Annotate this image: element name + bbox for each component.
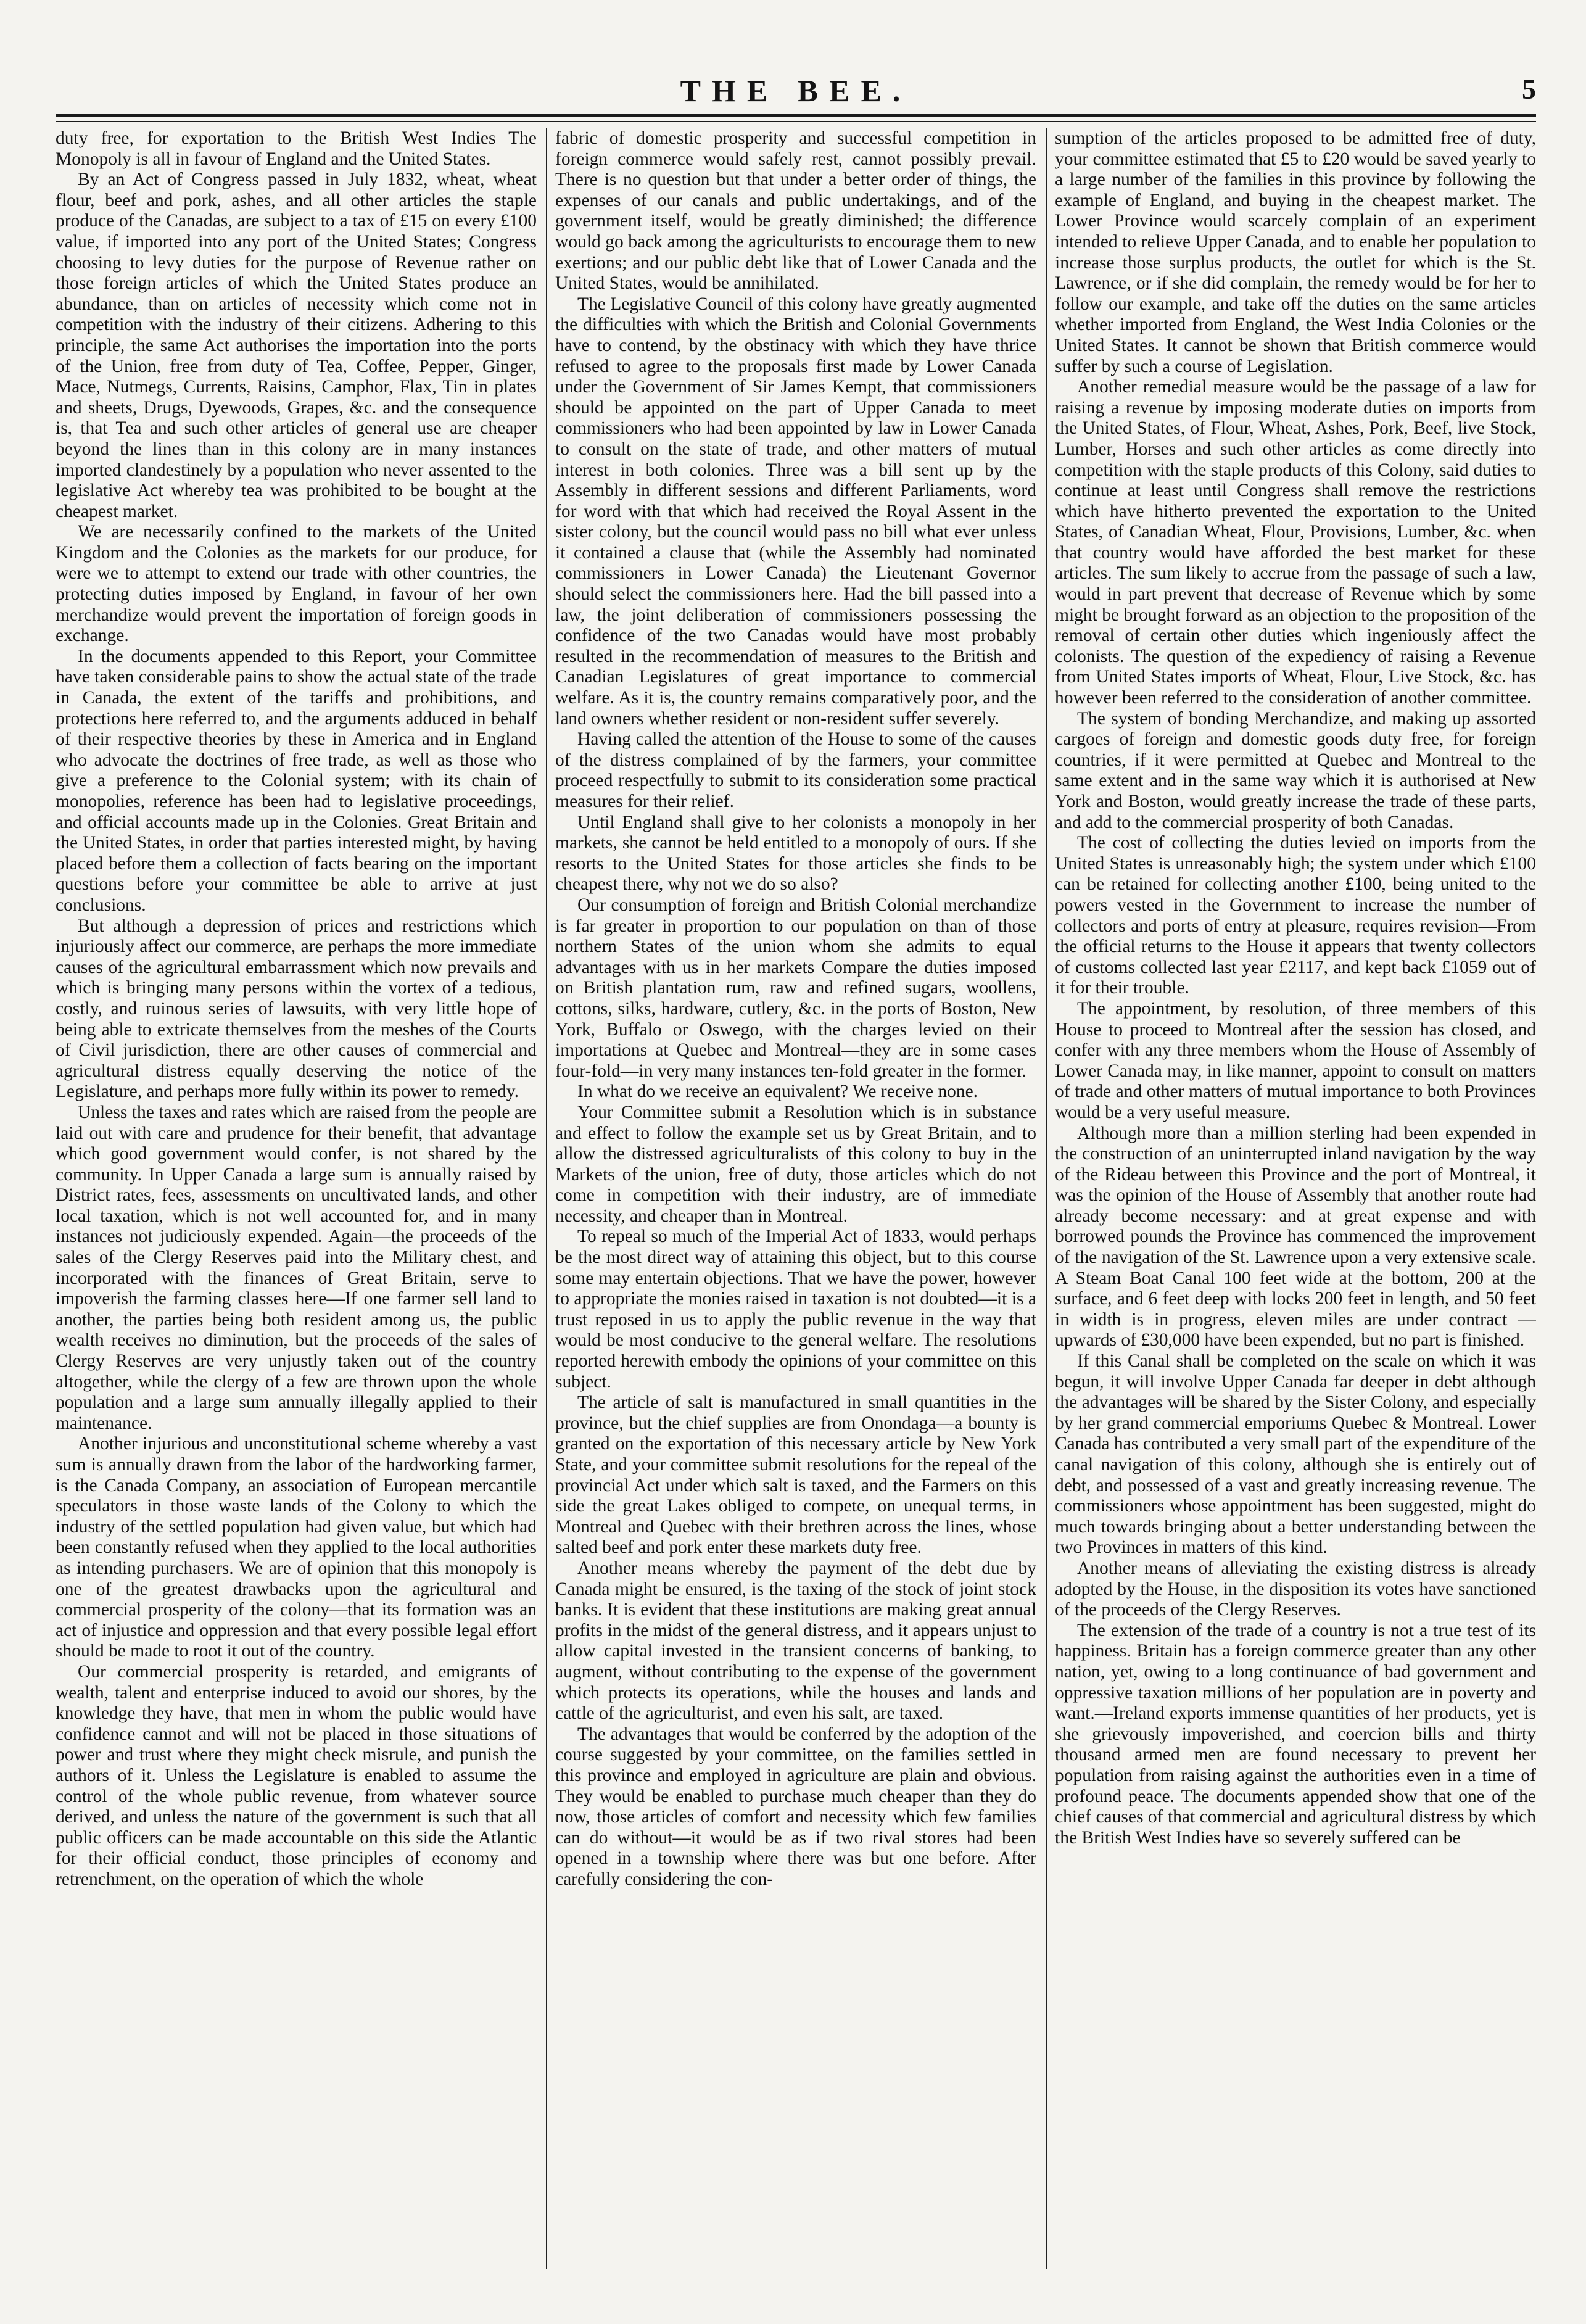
paragraph: Although more than a million sterling had been expended in the construction of an uninterrupted inland navigation by the way of the Rideau between this Province and the port of Montreal, it was the opinion of the House of Assembly that another route had already become necessary: and at great expense and with borrowed pounds the Province has commenced the improvement of the navigation of the St. Lawrence upon a very extensive scale. A Steam Boat Canal 100 feet wide at the bottom, 200 at the surface, and 6 feet deep with locks 200 feet in length, and 50 feet in width is in progress, eleven miles are under contract —upwards of £30,000 have been expended, but no part is finished. [1055,1123,1536,1350]
paragraph: fabric of domestic prosperity and successful competition in foreign commerce would safely rest, cannot possibly prevail. There is no question but that under a better order of things, the expenses of our canals and public undertakings, and of the government itself, would be greatly diminished; the difference would go back among the agriculturists to encourage them to new exertions; and our public debt like that of Lower Canada and the United States, would be annihilated. [555,128,1036,294]
paragraph: The cost of collecting the duties levied on imports from the United States is unreasonably high; the system under which £100 can be retained for collecting another £100, being united to the powers vested in the Government to increase the number of collectors and ports of entry at pleasure, requires revision—From the official returns to the House it appears that twenty collectors of customs collected last year £2117, and kept back £1059 out of it for their trouble. [1055,833,1536,998]
paragraph: We are necessarily confined to the markets of the United Kingdom and the Colonies as the markets for our produce, for were we to attempt to extend our trade with other countries, the protecting duties imposed by England, in favour of her own merchandize would prevent the importation of foreign goods in exchange. [56,522,537,646]
paragraph: Until England shall give to her colonists a monopoly in her markets, she cannot be held entitled to a monopoly of ours. If she resorts to the United States for those articles she finds to be cheapest there, why not we do so also? [555,812,1036,895]
paragraph: To repeal so much of the Imperial Act of 1833, would perhaps be the most direct way of attaining this object, but to this course some may entertain objections. That we have the power, however to appropriate the monies raised in taxation is not doubted—it is a trust reposed in us to apply the public revenue in the way that would be most conducive to the general welfare. The resolutions reported herewith embody the opinions of your committee on this subject. [555,1226,1036,1392]
paragraph: But although a depression of prices and restrictions which injuriously affect our commerce, are perhaps the more immediate causes of the agricultural embarrassment which now prevails and which is bringing many persons within the vortex of a tedious, costly, and ruinous series of lawsuits, with very little hope of being able to extricate themselves from the meshes of the Courts of Civil jurisdiction, there are other causes of commercial and agricultural distress equally deserving the notice of the Legislature, and perhaps more fully within its power to remedy. [56,916,537,1102]
page-number: 5 [1522,73,1536,105]
paragraph: The system of bonding Merchandize, and making up assorted cargoes of foreign and domestic goods duty free, for foreign countries, if it were permitted at Quebec and Montreal to the same extent and in the same way which it is authorised at New York and Boston, would greatly increase the trade of these parts, and add to the commercial prosperity of both Canadas. [1055,708,1536,832]
paragraph: Another injurious and unconstitutional scheme whereby a vast sum is annually drawn from the labor of the hardworking farmer, is the Canada Company, an association of European mercantile speculators in those waste lands of the Colony to which the industry of the settled population had given value, but which had been constantly refused when they applied to the local authorities as intending purchasers. We are of opinion that this monopoly is one of the greatest drawbacks upon the agricultural and commercial prosperity of the colony—that its formation was an act of injustice and oppression and that every possible legal effort should be made to root it out of the country. [56,1434,537,1661]
paragraph: Another means of alleviating the existing distress is already adopted by the House, in the disposition its votes have sanctioned of the proceeds of the Clergy Reserves. [1055,1558,1536,1620]
article-body [56,128,1536,2269]
paragraph: By an Act of Congress passed in July 1832, wheat, wheat flour, beef and pork, ashes, and all other articles the staple produce of the Canadas, are subject to a tax of £15 on every £100 value, if imported into any port of the United States; Congress choosing to levy duties for the purpose of Revenue rather on those foreign articles of which the United States produce an abundance, than on articles of necessity which come not in competition with the industry of their citizens. Adhering to this principle, the same Act authorises the importation into the ports of the Union, free from duty of Tea, Coffee, Pepper, Ginger, Mace, Nutmegs, Currents, Raisins, Camphor, Flax, Tin in plates and sheets, Drugs, Dyewoods, Grapes, &c. and the consequence is, that Tea and such other articles of general use are cheaper beyond the lines than in this colony are in many instances imported clandestinely by a population who never assented to the legislative Act whereby tea was prohibited to be bought at the cheapest market. [56,170,537,521]
paragraph: In what do we receive an equivalent? We receive none. [577,1081,978,1102]
column-3 [1055,128,1536,2269]
paragraph: Another means whereby the payment of the debt due by Canada might be ensured, is the taxing of the stock of joint stock banks. It is evident that these institutions are making great annual profits in the midst of the general distress, and it appears unjust to allow capital invested in the transient concerns of banking, to augment, without contributing to the expense of the government which protects its operations, while the houses and lands and cattle of the agriculturist, and even his salt, are taxed. [555,1558,1036,1724]
paragraph: The article of salt is manufactured in small quantities in the province, but the chief supplies are from Onondaga—a bounty is granted on the exportation of this necessary article by New York State, and your committee submit resolutions for the repeal of the provincial Act under which salt is taxed, and the Farmers on this side the great Lakes obliged to compete, on unequal terms, in Montreal and Quebec with their brethren across the lines, whose salted beef and pork enter these markets duty free. [555,1392,1036,1558]
header-rule-thin [56,121,1536,122]
paragraph: Unless the taxes and rates which are raised from the people are laid out with care and prudence for their benefit, that advantage which good government would confer, is not shared by the community. In Upper Canada a large sum is annually raised by District rates, fees, assessments on uncultivated lands, and other local taxation, which is not well accounted for, and in many instances not judiciously expended. Again—the proceeds of the sales of the Clergy Reserves paid into the Military chest, and incorporated with the finances of Great Britain, serve to impoverish the farming classes here—If one farmer sell land to another, the parties being both resident among us, the public wealth receives no diminution, but the proceeds of the sales of Clergy Reserves are very unjustly taken out of the country altogether, while the clergy of a few are thrown upon the whole population and a large sum annually illegally applied to their maintenance. [56,1102,537,1433]
paragraph: sumption of the articles proposed to be admitted free of duty, your committee estimated that £5 to £20 would be saved yearly to a large number of the families in this province by following the example of England, and buying in the cheapest market. The Lower Province would scarcely complain of an experiment intended to relieve Upper Canada, and to enable her population to increase those surplus products, the outlet for which is the St. Lawrence, or if she did complain, the remedy would be for her to follow our example, and take off the duties on the same articles whether imported from England, the West India Colonies or the United States. It cannot be shown that British commerce would suffer by such a course of Legislation. [1055,128,1536,376]
paragraph: Another remedial measure would be the passage of a law for raising a revenue by imposing moderate duties on imports from the United States, of Flour, Wheat, Ashes, Pork, Beef, live Stock, Lumber, Horses and such other articles as come directly into competition with the staple products of this Colony, said duties to continue at least until Congress shall remove the restrictions which have hitherto prevented the exportation to the United States, of Canadian Wheat, Flour, Provisions, Lumber, &c. when that country would have afforded the best market for these articles. The sum likely to accrue from the passage of such a law, would in part prevent that decrease of Revenue which by some might be brought forward as an objection to the proposition of the removal of certain other duties which ingeniously affect the colonists. The question of the expediency of raising a Revenue from United States imports of Wheat, Flour, Live Stock, &c. has however been referred to the consideration of another committee. [1055,377,1536,708]
paragraph: Having called the attention of the House to some of the causes of the distress complained of by the farmers, your committee proceed respectfully to submit to its consideration some practical measures for their relief. [555,729,1036,811]
newspaper-title: THE BEE. [680,73,912,108]
column-1 [56,128,537,2269]
paragraph: Our commercial prosperity is retarded, and emigrants of wealth, talent and enterprise induced to avoid our shores, by the knowledge they have, that men in whom the public would have confidence cannot and will not be placed in those situations of power and trust where they might check misrule, and punish the authors of it. Unless the Legislature is enabled to assume the control of the whole public revenue, from whatever source derived, and unless the nature of the government is such that all public officers can be made accountable on this side the Atlantic for their official conduct, those principles of economy and retrenchment, on the operation of which the whole [56,1661,537,1889]
paragraph: Your Committee submit a Resolution which is in substance and effect to follow the example set us by Great Britain, and to allow the distressed agriculturalists of this colony to buy in the Markets of the union, free of duty, those articles which do not come in competition with their industry, are of immediate necessity, and cheaper than in Montreal. [555,1102,1036,1226]
paragraph: The Legislative Council of this colony have greatly augmented the difficulties with which the British and Colonial Governments have to contend, by the obstinacy with which they have thrice refused to agree to the proposals first made by Lower Canada under the Government of Sir James Kempt, that commissioners should be appointed on the part of Upper Canada to meet commissioners who had been appointed by law in Lower Canada to consult on the state of trade, and other matters of mutual interest in both colonies. Three was a bill sent up by the Assembly in different sessions and different Parliaments, word for word with that which had received the Royal Assent in the sister colony, but the council would pass no bill what ever unless it contained a clause that (while the Assembly had nominated commissioners in Lower Canada) the Lieutenant Governor should select the commissioners here. Had the bill passed into a law, the joint deliberation of commissioners possessing the confidence of the two Canadas would have most probably resulted in the recommendation of measures to the British and Canadian Legislatures of great importance to commercial welfare. As it is, the country remains comparatively poor, and the land owners whether resident or non-resident suffer severely. [555,294,1036,729]
paragraph: The appointment, by resolution, of three members of this House to proceed to Montreal after the session has closed, and confer with any three members whom the House of Assembly of Lower Canada may, in like manner, appoint to consult on matters of trade and other matters of mutual importance to both Provinces would be a very useful measure. [1055,998,1536,1122]
header-rule-thick [56,114,1536,117]
column-2 [555,128,1036,2269]
paragraph: The extension of the trade of a country is not a true test of its happiness. Britain has a foreign commerce greater than any other nation, yet, owing to a long continuance of bad government and oppressive taxation millions of her population are in poverty and want.—Ireland exports immense quantities of her products, yet is she grievously impoverished, and coercion bills and thirty thousand armed men are found necessary to prevent her population from raising against the authorities even in a time of profound peace. The documents appended show that one of the chief causes of that commercial and agricultural distress by which the British West Indies have so severely suffered can be [1055,1620,1536,1848]
paragraph: duty free, for exportation to the British West Indies The Monopoly is all in favour of England and the United States. [56,128,537,169]
paragraph: If this Canal shall be completed on the scale on which it was begun, it will involve Upper Canada far deeper in debt although the advantages will be shared by the Sister Colony, and especially by her grand commercial emporiums Quebec & Montreal. Lower Canada has contributed a very small part of the expenditure of the canal navigation of this colony, although she is entirely out of debt, and possessed of a vast and greatly increasing revenue. The commissioners whose appointment has been suggested, might do much towards bringing about a better understanding between the two Provinces in matters of this kind. [1055,1351,1536,1558]
page-header [56,73,1536,110]
paragraph: Our consumption of foreign and British Colonial merchandize is far greater in proportion to our population on than of those northern States of the union whom she admits to equal advantages with us in her markets Compare the duties imposed on British plantation rum, raw and refined sugars, woollens, cottons, silks, hardware, cutlery, &c. in the ports of Boston, New York, Buffalo or Oswego, with the charges levied on their importations at Quebec and Montreal—they are in some cases four-fold—in very many instances ten-fold greater in the former. [555,895,1036,1081]
paragraph: In the documents appended to this Report, your Committee have taken considerable pains to show the actual state of the trade in Canada, the extent of the tariffs and prohibitions, and protections here referred to, and the arguments adduced in behalf of their respective theories by these in America and in England who advocate the doctrines of free trade, as well as those who give a preference to the Colonial system; with its chain of monopolies, reference has been had to legislative proceedings, and official accounts made up in the Colonies. Great Britain and the United States, in order that parties interested might, by having placed before them a collection of facts bearing on the important questions before your committee be able to arrive at just conclusions. [56,646,537,915]
paragraph: The advantages that would be conferred by the adoption of the course suggested by your committee, on the families settled in this province and employed in agriculture are plain and obvious. They would be enabled to purchase much cheaper than they do now, those articles of comfort and necessity which few families can do without—it would be as if two rival stores had been opened in a township where there was but one before. After carefully considering the con- [555,1724,1036,1889]
